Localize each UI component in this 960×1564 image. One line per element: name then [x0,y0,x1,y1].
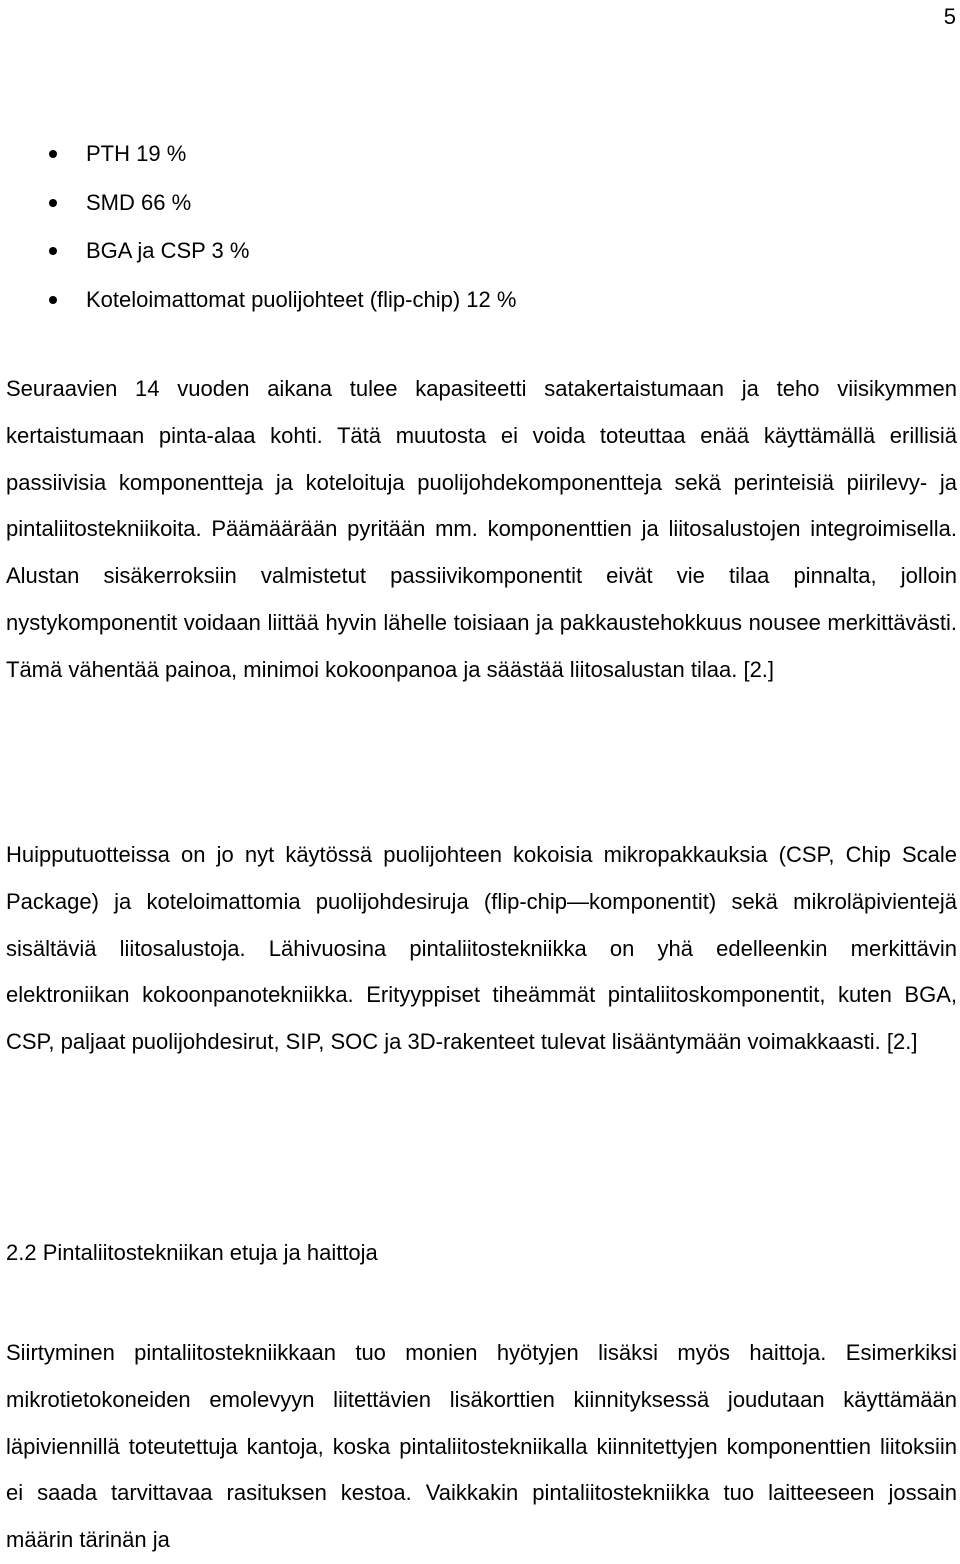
section-paragraph: Siirtyminen pintaliitostekniikkaan tuo monien hyötyjen lisäksi myös haittoja. Esimerkiksi mikrotietokoneiden emolevyyn liitettävien lisäkorttien kiinnityksessä joudutaan käyttämään läpiviennillä toteutettuja kantoja, koska pintaliitostekniikalla kiinnitettyjen komponenttien liitoksiin ei saada tarvittavaa rasituksen kestoa. Vaikkakin pintaliitostekniikka tuo laitteeseen jossain määrin tärinän ja [6,1340,957,1553]
bullet-icon [49,150,57,158]
list-item-text: PTH 19 % [86,141,187,166]
section-heading: 2.2 Pintaliitostekniikan etuja ja haittoja [6,1240,378,1265]
list-item [0,227,516,276]
bullet-icon [49,247,57,255]
paragraph-high-end-products: Huipputuotteissa on jo nyt käytössä puolijohteen kokoisia mikropakkauksia (CSP, Chip Scale Package) ja koteloimattomia puolijohdesiruja (flip-chip—komponentit) sekä mikroläpivientejä sisältäviä liitosalustoja. Lähivuosina pintaliitostekniikka on yhä edelleenkin merkittävin elektroniikan kokoonpanotekniikka. Erityyppiset tiheämmät pintaliitoskomponentit, kuten BGA, CSP, paljaat puolijohdesirut, SIP, SOC ja 3D-rakenteet tulevat lisääntymään voimakkaasti. [2.] [6,842,957,1055]
paragraph-capacity: Seuraavien 14 vuoden aikana tulee kapasiteetti satakertaistumaan ja teho viisikymmen kertaistumaan pinta-alaa kohti. Tätä muutosta ei voida toteuttaa enää käyttämällä erillisiä passiivisia komponentteja ja koteloituja puolijohdekomponentteja sekä perinteisiä piirilevy- ja pintaliitostekniikoita. Päämäärään pyritään mm. komponenttien ja liitosalustojen integroimisella. Alustan sisäkerroksiin valmistetut passiivikomponentit eivät vie tilaa pinnalta, jolloin nystykomponentit voidaan liittää hyvin lähelle toisiaan ja pakkaustehokkuus nousee merkittävästi. Tämä vähentää painoa, minimoi kokoonpanoa ja säästää liitosalustan tilaa. [2.] [6,376,957,682]
list-item-text: SMD 66 % [86,189,192,215]
bullet-icon [49,199,57,207]
page-number: 5 [943,4,956,29]
list-item-text: Koteloimattomat puolijohteet (flip-chip) 12 % [86,286,517,312]
list-item-text: BGA ja CSP 3 % [86,238,250,263]
bullet-icon [49,296,57,304]
list-item [0,179,516,228]
list-item [0,276,516,325]
list-item [0,130,516,179]
bullet-list [0,130,516,324]
